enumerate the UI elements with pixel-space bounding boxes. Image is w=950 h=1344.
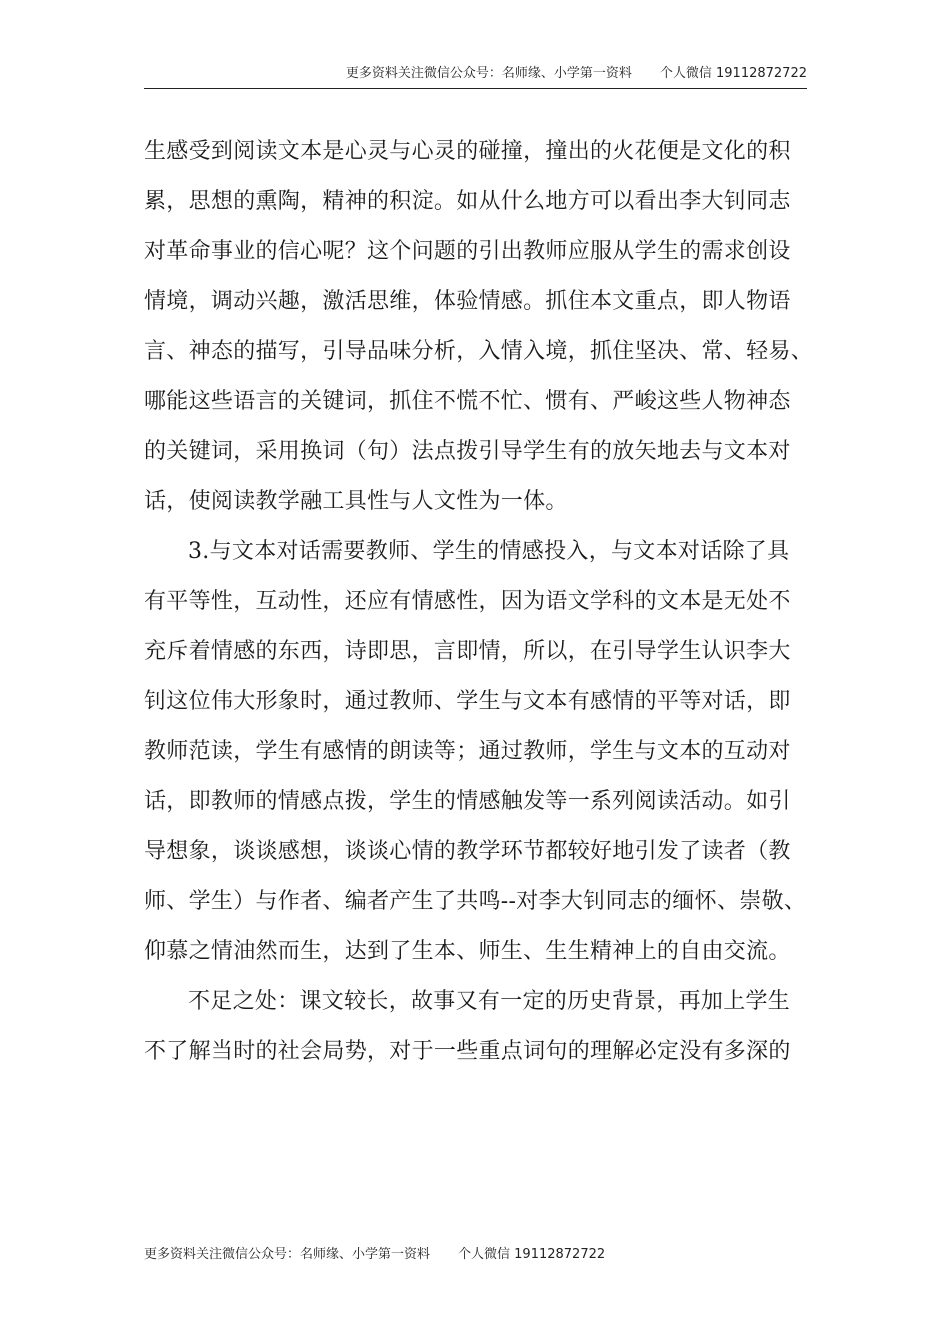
- text-line: 钊这位伟大形象时，通过教师、学生与文本有感情的平等对话，即: [144, 689, 791, 714]
- text-line: 充斥着情感的东西，诗即思，言即情，所以，在引导学生认识李大: [144, 639, 791, 664]
- footer-label: 更多资料关注微信公众号：名师缘、小学第一资料: [144, 1247, 431, 1262]
- header-label: 更多资料关注微信公众号：名师缘、小学第一资料: [345, 66, 632, 81]
- page-header: [144, 64, 807, 89]
- text-line: 不了解当时的社会局势，对于一些重点词句的理解必定没有多深的: [144, 1039, 791, 1064]
- text-line: 教师范读，学生有感情的朗读等；通过教师，学生与文本的互动对: [144, 739, 791, 764]
- text-line: 情境，调动兴趣，激活思维，体验情感。抓住本文重点，即人物语: [144, 289, 791, 314]
- footer-contact: 个人微信 19112872722: [458, 1247, 606, 1262]
- page-footer: [144, 1245, 605, 1265]
- text-line: 话，即教师的情感点拨，学生的情感触发等一系列阅读活动。如引: [144, 789, 791, 814]
- text-line: 哪能这些语言的关键词，抓住不慌不忙、惯有、严峻这些人物神态: [144, 389, 791, 414]
- text-line: 仰慕之情油然而生，达到了生本、师生、生生精神上的自由交流。: [144, 939, 791, 964]
- text-line: 导想象，谈谈感想，谈谈心情的教学环节都较好地引发了读者（教: [144, 839, 791, 864]
- document-body: [144, 127, 812, 1077]
- text-line: 言、神态的描写，引导品味分析，入情入境，抓住坚决、常、轻易、: [144, 339, 814, 364]
- text-line: 的关键词，采用换词（句）法点拨引导学生有的放矢地去与文本对: [144, 439, 791, 464]
- text-line: 对革命事业的信心呢？这个问题的引出教师应服从学生的需求创设: [144, 239, 791, 264]
- text-line: 累，思想的熏陶，精神的积淀。如从什么地方可以看出李大钊同志: [144, 189, 791, 214]
- paragraph-start-line: 不足之处：课文较长，故事又有一定的历史背景，再加上学生: [188, 989, 791, 1014]
- text-line: 师、学生）与作者、编者产生了共鸣--对李大钊同志的缅怀、崇敬、: [144, 889, 807, 914]
- text-line: 有平等性，互动性，还应有情感性，因为语文学科的文本是无处不: [144, 589, 791, 614]
- text-line: 话，使阅读教学融工具性与人文性为一体。: [144, 489, 568, 514]
- header-contact: 个人微信 19112872722: [659, 66, 807, 81]
- text-line: 生感受到阅读文本是心灵与心灵的碰撞，撞出的火花便是文化的积: [144, 139, 791, 164]
- paragraph-start-line: 3.与文本对话需要教师、学生的情感投入，与文本对话除了具: [188, 539, 790, 564]
